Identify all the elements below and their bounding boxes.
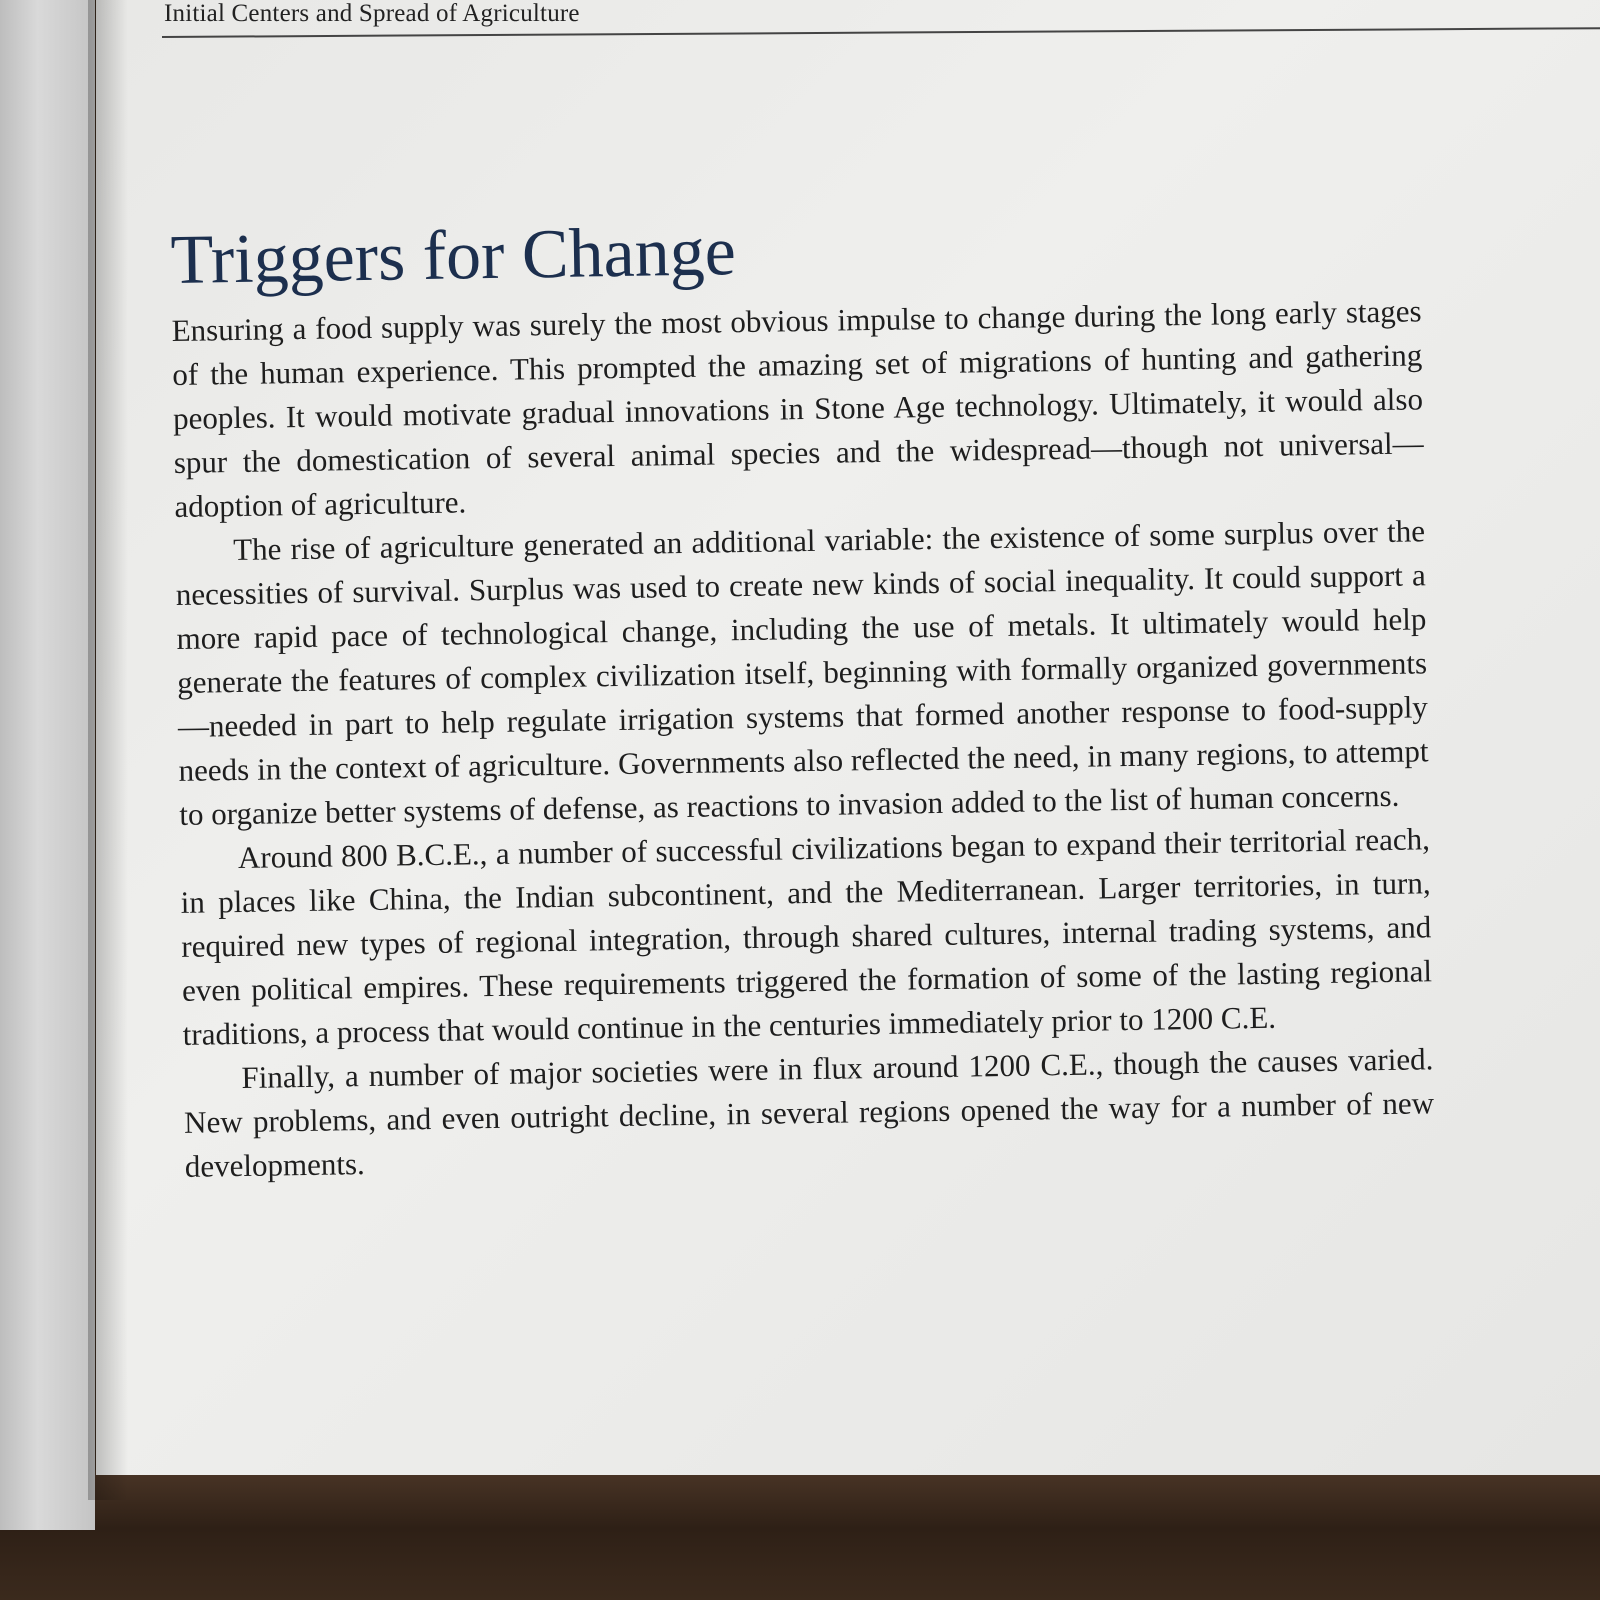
- spine-shadow: [88, 0, 128, 1500]
- header-rule: [162, 27, 1600, 38]
- running-head: Initial Centers and Spread of Agriculture: [164, 0, 580, 27]
- adjacent-page-edge: [0, 0, 95, 1530]
- table-surface: [0, 1470, 1600, 1600]
- paragraph-1: Ensuring a food supply was surely the most obvious impulse to change during the long early stages of the human experience. This prompted the amazing set of migrations of hunting and gathering peoples. It would motivate gradual innovations in Stone Age technology. Ultimately, it would also spur the domestication of several animal species and the widespread—though not universal—adoption of agriculture.: [171, 293, 1424, 524]
- paragraph-3: Around 800 B.C.E., a number of successful civilizations began to expand their territorial reach, in places like China, the Indian subcontinent, and the Mediterranean. Larger territories, in turn, required new types of regional integration, through shared cultures, internal trading systems, and even political empires. These requirements triggered the formation of some of the lasting regional traditions, a process that would continue in the centuries immediately prior to 1200 C.E.: [180, 821, 1433, 1052]
- paragraph-2: The rise of agriculture generated an additional variable: the existence of some surplus over the necessities of survival. Surplus was used to create new kinds of social inequality. It could support a more rapid pace of technological change, including the use of metals. It ultimately would help generate the features of complex civilization itself, beginning with formally organized governments—needed in part to help regulate irrigation systems that formed another response to food-supply needs in the context of agriculture. Governments also reflected the need, in many regions, to attempt to organize better systems of defense, as reactions to invasion added to the list of human concerns.: [175, 513, 1429, 832]
- paragraph-4: Finally, a number of major societies were in flux around 1200 C.E., though the causes varied. New problems, and even outright decline, in several regions opened the way for a number of new developments.: [183, 1041, 1435, 1184]
- page-content: [170, 202, 1435, 1189]
- book-page: [96, 0, 1600, 1475]
- section-title: Triggers for Change: [170, 213, 737, 299]
